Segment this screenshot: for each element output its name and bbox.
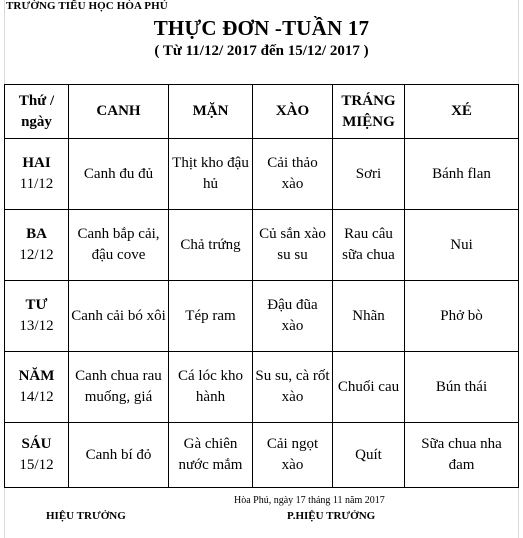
xe-cell: Bún thái (405, 352, 519, 423)
table-row (5, 281, 519, 352)
trang-mieng-cell: Rau câu sữa chua (333, 210, 405, 281)
canh-cell: Canh chua rau muống, giá (69, 352, 169, 423)
day-date: 11/12 (19, 176, 54, 192)
xao-cell: Củ sắn xào su su (253, 210, 333, 281)
man-cell: Cá lóc kho hành (169, 352, 253, 423)
day-name: TƯ (25, 297, 48, 313)
page-title: THỰC ĐƠN -TUẦN 17 (153, 16, 370, 40)
xao-cell: Su su, cà rốt xào (253, 352, 333, 423)
xao-cell: Cải thảo xào (253, 139, 333, 210)
signature-vice-principal: P.HIỆU TRƯỞNG (287, 510, 376, 522)
place-date: Hòa Phú, ngày 17 tháng 11 năm 2017 (234, 495, 385, 506)
day-name: BA (26, 226, 47, 242)
canh-cell: Canh đu đủ (69, 139, 169, 210)
day-cell (5, 210, 69, 281)
trang-mieng-cell: Quít (333, 423, 405, 488)
xe-cell: Nui (405, 210, 519, 281)
trang-mieng-cell: Chuối cau (333, 352, 405, 423)
date-range: ( Từ 11/12/ 2017 đến 15/12/ 2017 ) (154, 43, 369, 59)
trang-mieng-cell: Sơri (333, 139, 405, 210)
xao-cell: Cải ngọt xào (253, 423, 333, 488)
xao-cell: Đậu đũa xào (253, 281, 333, 352)
day-date: 15/12 (19, 457, 54, 473)
table-row (5, 210, 519, 281)
menu-table (4, 84, 519, 488)
canh-cell: Canh bí đỏ (69, 423, 169, 488)
col-header-xao: XÀO (253, 85, 333, 139)
canh-cell: Canh bắp cải, đậu cove (69, 210, 169, 281)
day-cell (5, 423, 69, 488)
trang-mieng-cell: Nhãn (333, 281, 405, 352)
xe-cell: Sữa chua nha đam (405, 423, 519, 488)
day-name: NĂM (18, 368, 55, 384)
day-date: 14/12 (19, 389, 54, 405)
col-header-canh: CANH (69, 85, 169, 139)
col-header-man: MẶN (169, 85, 253, 139)
day-date: 12/12 (19, 247, 54, 263)
xe-cell: Bánh flan (405, 139, 519, 210)
col-header-trang-mieng: TRÁNG MIỆNG (333, 85, 405, 139)
man-cell: Chả trứng (169, 210, 253, 281)
man-cell: Gà chiên nước mắm (169, 423, 253, 488)
day-name: SÁU (21, 436, 52, 452)
header-row (5, 85, 519, 139)
col-header-day: Thứ / ngày (5, 85, 69, 139)
table-row (5, 139, 519, 210)
xe-cell: Phở bò (405, 281, 519, 352)
day-name: HAI (22, 155, 51, 171)
day-cell (5, 139, 69, 210)
day-cell (5, 281, 69, 352)
man-cell: Thịt kho đậu hủ (169, 139, 253, 210)
day-date: 13/12 (19, 318, 54, 334)
table-row (5, 423, 519, 488)
school-name: TRƯỜNG TIỂU HỌC HÒA PHÚ (6, 0, 168, 12)
table-row (5, 352, 519, 423)
day-cell (5, 352, 69, 423)
signature-principal: HIỆU TRƯỞNG (46, 510, 126, 522)
col-header-xe: XÉ (405, 85, 519, 139)
man-cell: Tép ram (169, 281, 253, 352)
canh-cell: Canh cải bó xôi (69, 281, 169, 352)
